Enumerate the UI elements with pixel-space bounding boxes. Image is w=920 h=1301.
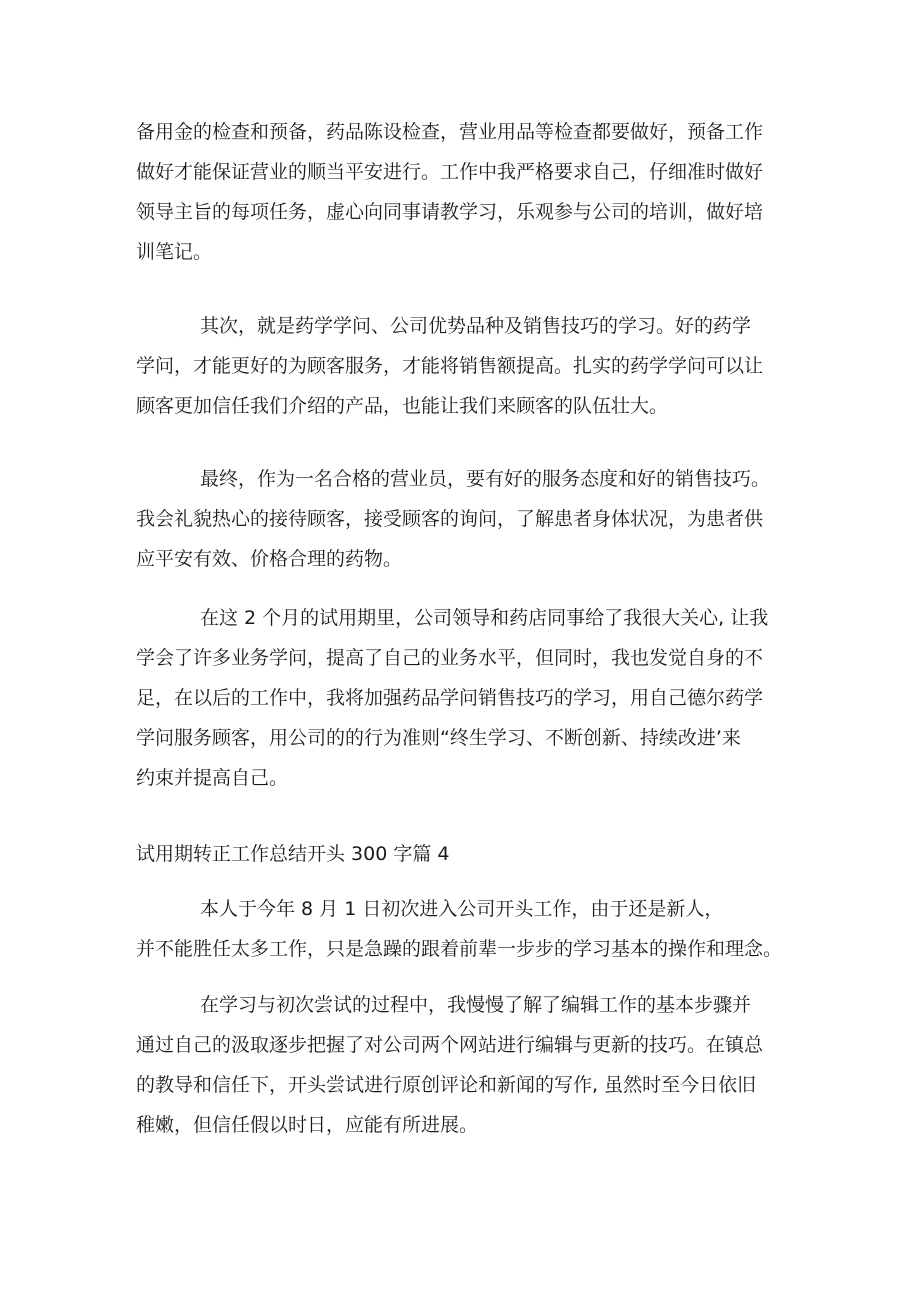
text-line: 的教导和信任下，开头尝试进行原创评论和新闻的写作, 虽然时至今日依旧 xyxy=(136,1074,757,1096)
section-heading-block xyxy=(136,834,796,874)
text-line: 稚嫩，但信任假以时日，应能有所进展。 xyxy=(136,1114,479,1136)
text-line: 在这 2 个月的试用期里，公司领导和药店同事给了我很大关心, 让我 xyxy=(200,607,769,629)
text-line: 学会了许多业务学问，提高了自己的业务水平，但同时，我也发觉自身的不 xyxy=(136,647,764,669)
section-heading: 试用期转正工作总结开头 300 字篇 4 xyxy=(136,843,450,865)
text-line: 并不能胜任太多工作，只是急躁的跟着前辈一步步的学习基本的操作和理念。 xyxy=(136,938,783,960)
text-line: 应平安有效、价格合理的药物。 xyxy=(136,548,403,570)
text-line: 我会礼貌热心的接待顾客，接受顾客的询问，了解患者身体状况，为患者供 xyxy=(136,508,764,530)
text-line: 学问，才能更好的为顾客服务，才能将销售额提高。扎实的药学学问可以让 xyxy=(136,355,764,377)
text-line: 本人于今年 8 月 1 日初次进入公司开头工作，由于还是新人， xyxy=(200,898,724,920)
text-line: 领导主旨的每项任务，虚心向同事请教学习，乐观参与公司的培训，做好培 xyxy=(136,201,764,223)
text-line: 学问服务顾客，用公司的的行为准则“终生学习、不断创新、持续改进’来 xyxy=(136,727,741,749)
text-line: 最终，作为一名合格的营业员，要有好的服务态度和好的销售技巧。 xyxy=(200,468,771,490)
paragraph-3 xyxy=(136,459,796,579)
text-line: 通过自己的汲取逐步把握了对公司两个网站进行编辑与更新的技巧。在镇总 xyxy=(136,1034,764,1056)
text-line: 顾客更加信任我们介绍的产品，也能让我们来顾客的队伍壮大。 xyxy=(136,395,669,417)
paragraph-4 xyxy=(136,598,796,798)
text-line: 训笔记。 xyxy=(136,241,213,263)
text-line: 约束并提高自己。 xyxy=(136,767,289,789)
text-line: 做好才能保证营业的顺当平安进行。工作中我严格要求自己，仔细准时做好 xyxy=(136,161,764,183)
paragraph-1 xyxy=(136,112,796,272)
text-line: 备用金的检查和预备，药品陈设检查，营业用品等检查都要做好，预备工作 xyxy=(136,121,764,143)
text-line: 足，在以后的工作中，我将加强药品学问销售技巧的学习，用自己德尔药学 xyxy=(136,687,764,709)
paragraph-5 xyxy=(136,889,796,969)
text-line: 在学习与初次尝试的过程中，我慢慢了解了编辑工作的基本步骤并 xyxy=(200,994,752,1016)
text-line: 其次，就是药学学问、公司优势品种及销售技巧的学习。好的药学 xyxy=(200,315,752,337)
paragraph-2 xyxy=(136,306,796,426)
paragraph-6 xyxy=(136,985,796,1145)
